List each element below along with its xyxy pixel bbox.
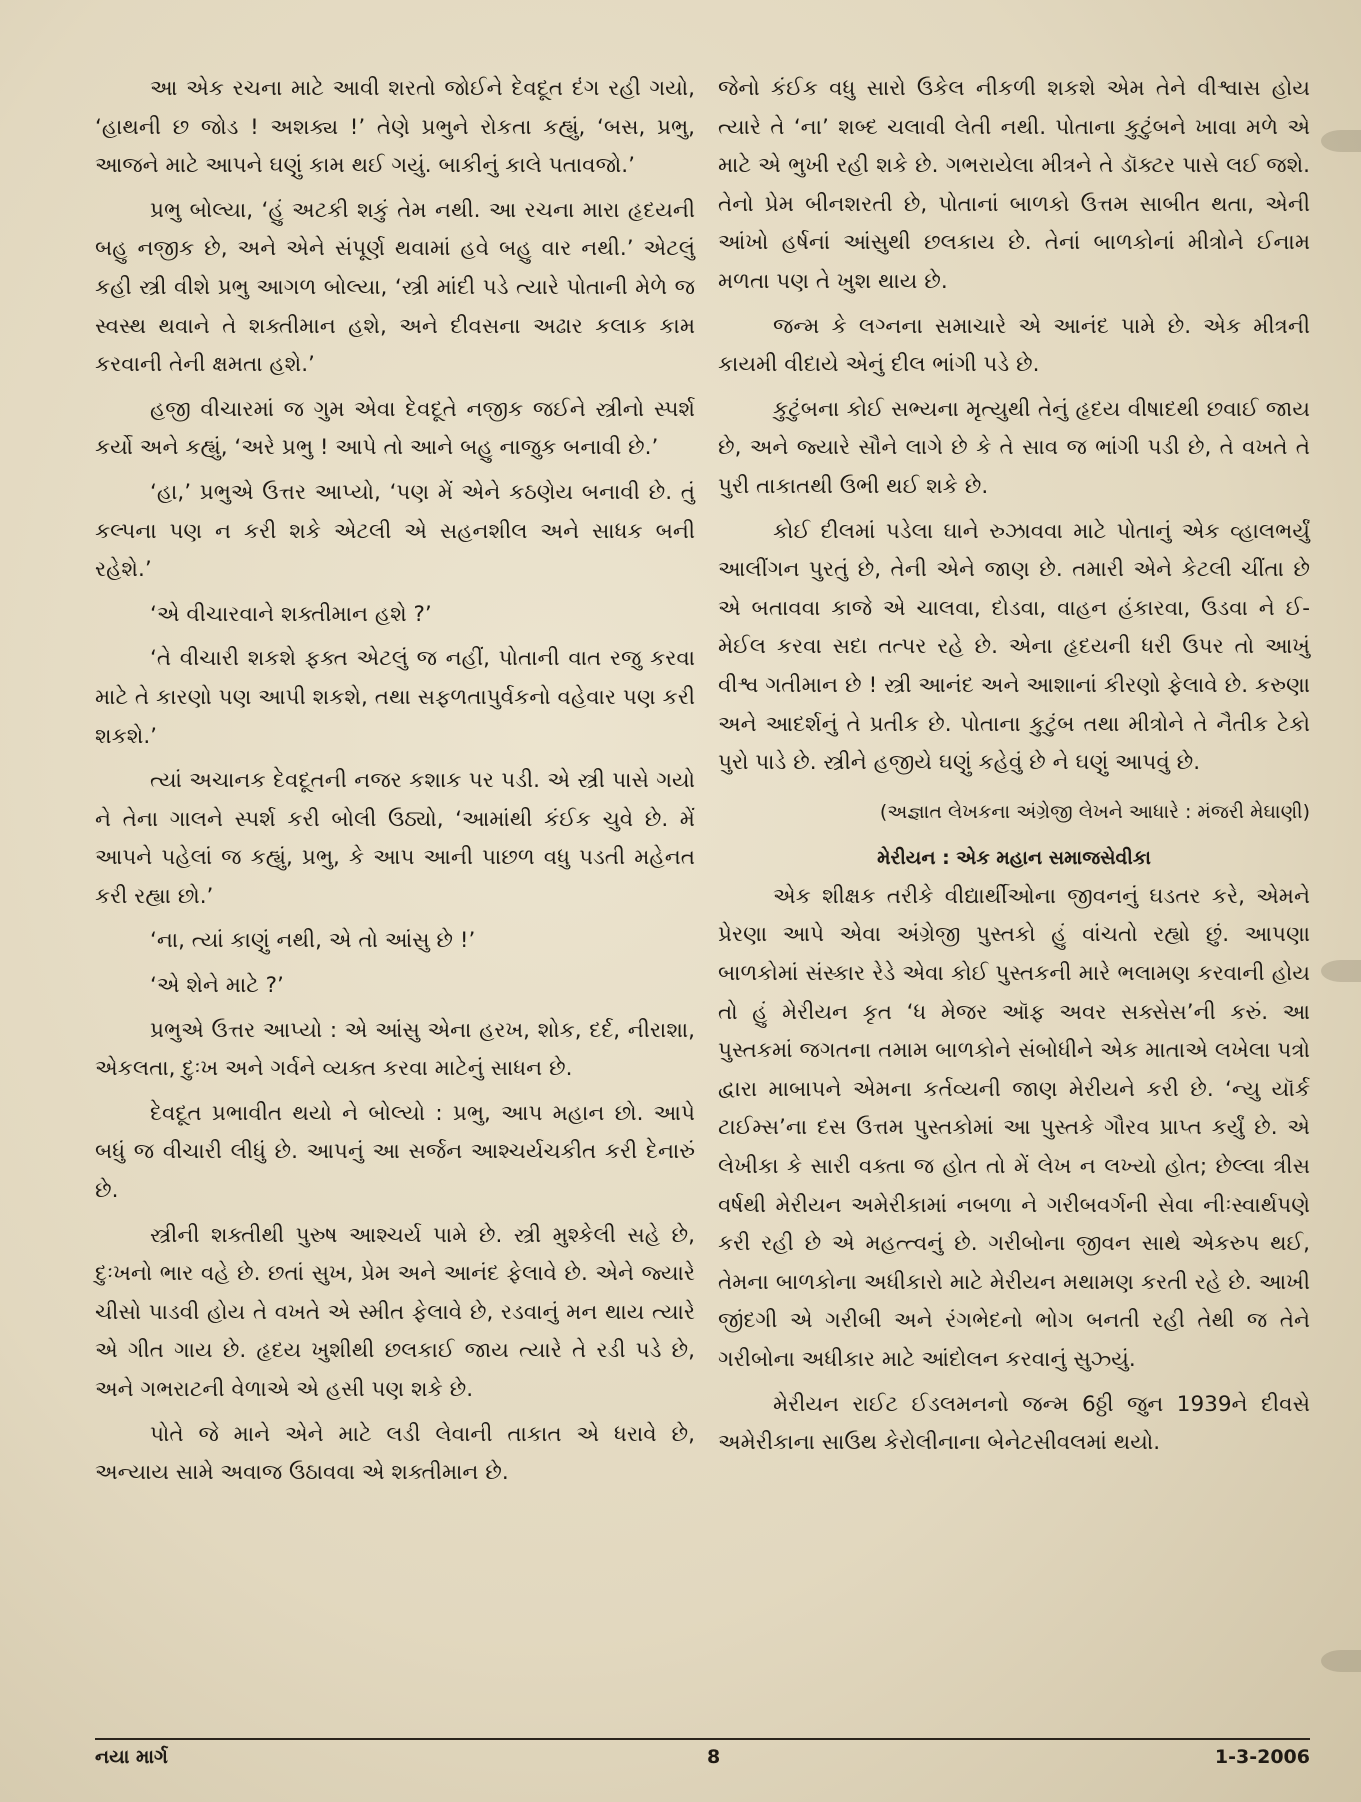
paragraph: સ્ત્રીની શક્તીથી પુરુષ આશ્ચર્ય પામે છે. સ્ત્રી મુશ્કેલી સહે છે, દુઃખનો ભાર વહે છે. છતાં સુખ, પ્રેમ અને આનંદ ફેલાવે છે. એને જ્યારે ચીસો પાડવી હોય તે વખતે એ સ્મીત ફેલાવે છે, રડવાનું મન થાય ત્યારે એ ગીત ગાય છે. હૃદય ખુશીથી છલકાઈ જાય ત્યારે તે રડી પડે છે, અને ગભરાટની વેળાએ એ હસી પણ શકે છે.	[95, 1222, 695, 1402]
paragraph: ‘તે વીચારી શકશે ફક્ત એટલું જ નહીં, પોતાની વાત રજુ કરવા માટે તે કારણો પણ આપી શકશે, તથા સફળતાપુર્વકનો વહેવાર પણ કરી શકશે.’	[95, 646, 695, 749]
paragraph: ત્યાં અચાનક દેવદૂતની નજર કશાક પર પડી. એ સ્ત્રી પાસે ગયો ને તેના ગાલને સ્પર્શ કરી બોલી ઉઠ્યો, ‘આમાંથી કંઈક ચુવે છે. મેં આપને પહેલાં જ કહ્યું, પ્રભુ, કે આપ આની પાછળ વધુ પડતી મહેનત કરી રહ્યા છો.’	[95, 768, 695, 909]
paragraph: જન્મ કે લગ્નના સમાચારે એ આનંદ પામે છે. એક મીત્રની કાયમી વીદાયે એનું દીલ ભાંગી પડે છે.	[718, 313, 1310, 378]
paragraph: ‘ના, ત્યાં કાણું નથી, એ તો આંસુ છે !’	[150, 928, 476, 954]
punch-hole-mark	[1321, 130, 1361, 152]
paragraph: પોતે જે માને એને માટે લડી લેવાની તાકાત એ ધરાવે છે, અન્યાય સામે અવાજ ઉઠાવવા એ શક્તીમાન છે.	[95, 1421, 695, 1486]
paragraph: કુટુંબના કોઈ સભ્યના મૃત્યુથી તેનું હૃદય વીષાદથી છવાઈ જાય છે, અને જ્યારે સૌને લાગે છે કે તે સાવ જ ભાંગી પડી છે, તે વખતે તે પુરી તાકાતથી ઉભી થઈ શકે છે.	[718, 396, 1310, 499]
punch-hole-mark	[1321, 1650, 1361, 1672]
paragraph: મેરીયન રાઈટ ઈડલમનનો જન્મ 6ઠ્ઠી જુન 1939ને દીવસે અમેરીકાના સાઉથ કેરોલીનાના બેનેટસીવલમાં થયો.	[718, 1391, 1310, 1456]
paragraph: હજી વીચારમાં જ ગુમ એવા દેવદૂતે નજીક જઈને સ્ત્રીનો સ્પર્શ કર્યો અને કહ્યું, ‘અરે પ્રભુ ! આપે તો આને બહુ નાજુક બનાવી છે.’	[95, 396, 695, 461]
issue-date: 1-3-2006	[1214, 1746, 1310, 1768]
paragraph: એક શીક્ષક તરીકે વીદ્યાર્થીઓના જીવનનું ઘડતર કરે, એમને પ્રેરણા આપે એવા અંગ્રેજી પુસ્તકો હું વાંચતો રહ્યો છું. આપણા બાળકોમાં સંસ્કાર રેડે એવા કોઈ પુસ્તકની મારે ભલામણ કરવાની હોય તો હું મેરીયન કૃત ‘ધ મેજર ઑફ અવર સક્સેસ’ની કરું. આ પુસ્તકમાં જગતના તમામ બાળકોને સંબોધીને એક માતાએ લખેલા પત્રો દ્વારા માબાપને એમના કર્તવ્યની જાણ મેરીયને કરી છે. ‘ન્યુ યૉર્ક ટાઈમ્સ’ના દસ ઉત્તમ પુસ્તકોમાં આ પુસ્તકે ગૌરવ પ્રાપ્ત કર્યું છે. એ લેખીકા કે સારી વક્તા જ હોત તો મેં લેખ ન લખ્યો હોત; છેલ્લા ત્રીસ વર્ષથી મેરીયન અમેરીકામાં નબળા ને ગરીબવર્ગની સેવા નીઃસ્વાર્થપણે કરી રહી છે એ મહત્ત્વનું છે. ગરીબોના જીવન સાથે એકરુપ થઈ, તેમના બાળકોના અધીકારો માટે મેરીયન મથામણ કરતી રહે છે. આખી જીંદગી એ ગરીબી અને રંગભેદનો ભોગ બનતી રહી તેથી જ તેને ગરીબોના અધીકાર માટે આંદોલન કરવાનું સુઝ્યું.	[718, 883, 1310, 1372]
paragraph: જેનો કંઈક વધુ સારો ઉકેલ નીકળી શકશે એમ તેને વીશ્વાસ હોય ત્યારે તે ‘ના’ શબ્દ ચલાવી લેતી નથી. પોતાના કુટુંબને ખાવા મળે એ માટે એ ભુખી રહી શકે છે. ગભરાયેલા મીત્રને તે ડૉક્ટર પાસે લઈ જશે. તેનો પ્રેમ બીનશરતી છે, પોતાનાં બાળકો ઉત્તમ સાબીત થતા, એની આંખો હર્ષનાં આંસુથી છલકાય છે. તેનાં બાળકોનાં મીત્રોને ઈનામ મળતા પણ તે ખુશ થાય છે.	[718, 76, 1310, 294]
paragraph: ‘હા,’ પ્રભુએ ઉત્તર આપ્યો, ‘પણ મેં એને કઠણેય બનાવી છે. તું કલ્પના પણ ન કરી શકે એટલી એ સહનશીલ અને સાધક બની રહેશે.’	[95, 479, 695, 583]
paragraph: દેવદૂત પ્રભાવીત થયો ને બોલ્યો : પ્રભુ, આપ મહાન છો. આપે બધું જ વીચારી લીધું છે. આપનું આ સર્જન આશ્ચર્યચકીત કરી દેનારું છે.	[95, 1100, 695, 1204]
page-number: 8	[707, 1746, 721, 1768]
publication-name: નયા માર્ગ	[95, 1746, 168, 1768]
paragraph: પ્રભુએ ઉત્તર આપ્યો : એ આંસુ એના હરખ, શોક, દર્દ, નીરાશા, એકલતા, દુઃખ અને ગર્વને વ્યક્ત કરવા માટેનું સાધન છે.	[95, 1017, 695, 1082]
paragraph: ‘એ વીચારવાને શક્તીમાન હશે ?’	[150, 601, 432, 627]
paragraph: ‘એ શેને માટે ?’	[150, 973, 284, 999]
paragraph: આ એક રચના માટે આવી શરતો જોઈને દેવદૂત દંગ રહી ગયો, ‘હાથની છ જોડ ! અશક્ય !’ તેણે પ્રભુને રોકતા કહ્યું, ‘બસ, પ્રભુ, આજને માટે આપને ઘણું કામ થઈ ગયું. બાકીનું કાલે પતાવજો.’	[95, 76, 695, 179]
section-heading: મેરીયન : એક મહાન સમાજસેવીકા	[877, 847, 1151, 870]
article-credit: (અજ્ઞાત લેખકના અંગ્રેજી લેખને આધારે : મંજરી મેઘાણી)	[879, 800, 1310, 823]
punch-hole-mark	[1321, 960, 1361, 982]
paragraph: કોઈ દીલમાં પડેલા ઘાને રુઝાવવા માટે પોતાનું એક વ્હાલભર્યું આલીંગન પુરતું છે, તેની એને જાણ છે. તમારી એને કેટલી ચીંતા છે એ બતાવવા કાજે એ ચાલવા, દોડવા, વાહન હંકારવા, ઉડવા ને ઈ-મેઈલ કરવા સદા તત્પર રહે છે. એના હૃદયની ધરી ઉપર તો આખું વીશ્વ ગતીમાન છે ! સ્ત્રી આનંદ અને આશાનાં કીરણો ફેલાવે છે. કરુણા અને આદર્શનું તે પ્રતીક છે. પોતાના કુટુંબ તથા મીત્રોને તે નૈતીક ટેકો પુરો પાડે છે. સ્ત્રીને હજીયે ઘણું કહેવું છે ને ઘણું આપવું છે.	[718, 518, 1310, 776]
paragraph: પ્રભુ બોલ્યા, ‘હું અટકી શકું તેમ નથી. આ રચના મારા હૃદયની બહુ નજીક છે, અને એને સંપૂર્ણ થવામાં હવે બહુ વાર નથી.’ એટલું કહી સ્ત્રી વીશે પ્રભુ આગળ બોલ્યા, ‘સ્ત્રી માંદી પડે ત્યારે પોતાની મેળે જ સ્વસ્થ થવાને તે શક્તીમાન હશે, અને દીવસના અઢાર કલાક કામ કરવાની તેની ક્ષમતા હશે.’	[95, 197, 695, 378]
right-column	[718, 70, 1310, 1463]
left-column	[95, 70, 695, 1493]
footer-rule	[95, 1738, 1310, 1740]
